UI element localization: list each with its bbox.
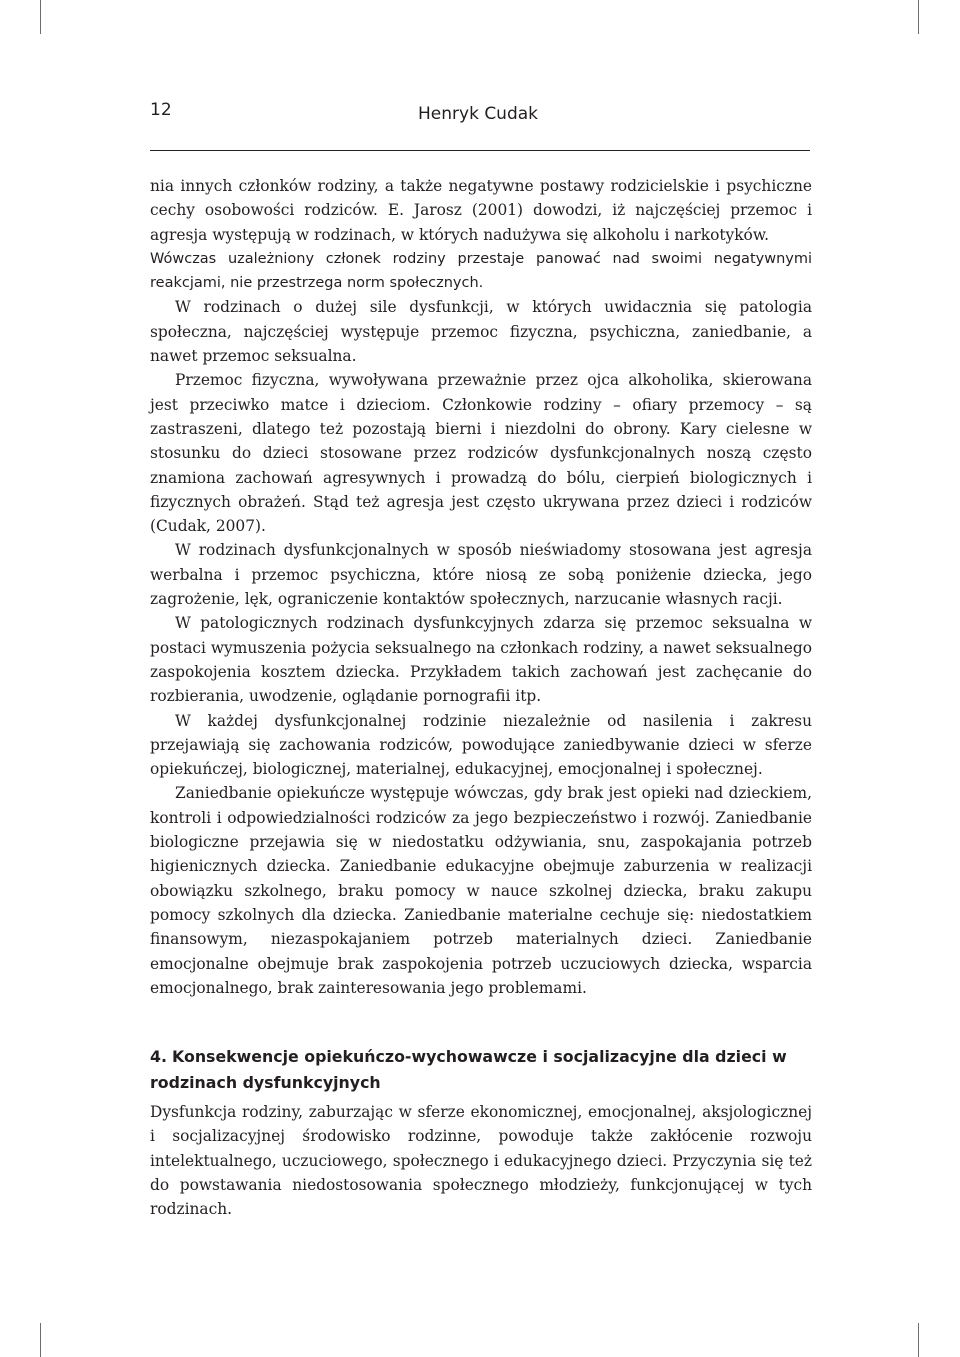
paragraph-dysfunction-strength: W rodzinach o dużej sile dysfunkcji, w których uwidacznia się patologia społeczna, najczęściej występuje przemoc fizyczna, psychiczna, zaniedbanie, a nawet przemoc seksualna. [150, 298, 812, 366]
crop-mark-top-left [40, 0, 41, 34]
paragraph-physical-violence: Przemoc fizyczna, wywoływana przeważnie przez ojca alkoholika, skierowana jest przeciwko matce i dzieciom. Członkowie rodziny – ofiary przemocy – są zastraszeni, dlatego też pozostają bierni i niezdolni do obrony. Kary cielesne w stosunku do dzieci stosowane przez rodziców dysfunkcjonalnych noszą często znamiona zachowań agresywnych i prowadzą do bólu, cierpień biologicznych i fizycznych obrażeń. Stąd też agresja jest często ukrywana przez dzieci i rodziców (Cudak, 2007). [150, 371, 812, 536]
page-number: 12 [150, 100, 172, 120]
paragraph-neglect-spheres: W każdej dysfunkcjonalnej rodzinie niezależnie od nasilenia i zakresu przejawiają się zachowania rodziców, powodujące zaniedbywanie dzieci w sferze opiekuńczej, biologicznej, materialnej, edukacyjnej, emocjonalnej i społecznej. [150, 711, 812, 779]
paragraph-neglect-types: Zaniedbanie opiekuńcze występuje wówczas, gdy brak jest opieki nad dzieckiem, kontroli i odpowiedzialności rodziców za jego bezpieczeństwo i rozwój. Zaniedbanie biologiczne przejawia się w niedostatku odżywiania, snu, zaspokajania potrzeb higienicznych dziecka. Zaniedbanie edukacyjne obejmuje zaburzenia w realizacji obowiązku szkolnego, braku pomocy w nauce szkolnej dziecka, braku zakupu pomocy szkolnych dla dziecka. Zaniedbanie materialne cechuje się: niedostatkiem finansowym, niezaspokajaniem potrzeb materialnych dzieci. Zaniedbanie emocjonalne obejmuje brak zaspokojenia potrzeb uczuciowych dziecka, wsparcia emocjonalnego, brak zainteresowania jego problemami. [150, 784, 812, 997]
section-number: 4. [150, 1047, 167, 1066]
paragraph-section-intro: Dysfunkcja rodziny, zaburzając w sferze ekonomicznej, emocjonalnej, aksjologicznej i socjalizacyjnej środowisko rodzinne, powoduje także zakłócenie rozwoju intelektualnego, uczuciowego, społecznego i edukacyjnego dzieci. Przyczynia się też do powstawania niedostosowania społecznego młodzieży, funkcjonującej w tych rodzinach. [150, 1103, 812, 1219]
paragraph-addicted-member: Wówczas uzależniony członek rodziny przestaje panować nad swoimi negatywnymi reakcjami, nie przestrzega norm społecznych. [150, 250, 812, 292]
header-rule [150, 150, 810, 151]
crop-mark-bottom-left [40, 1323, 41, 1357]
paragraph-psychological-violence: W rodzinach dysfunkcjonalnych w sposób nieświadomy stosowana jest agresja werbalna i przemoc psychiczna, które niosą ze sobą poniżenie dziecka, jego zagrożenie, lęk, ograniczenie kontaktów społecznych, narzucanie własnych racji. [150, 541, 812, 609]
running-head-author: Henryk Cudak [418, 104, 539, 124]
section-title: Konsekwencje opiekuńczo-wychowawcze i socjalizacyjne dla dzieci w rodzinach dysfunkcyjnych [150, 1047, 787, 1092]
section-body-text [150, 1100, 812, 1221]
section-heading [150, 1044, 810, 1096]
body-text [150, 174, 812, 1000]
crop-mark-bottom-right [918, 1323, 919, 1357]
crop-mark-top-right [918, 0, 919, 34]
paragraph-sexual-violence: W patologicznych rodzinach dysfunkcyjnych zdarza się przemoc seksualna w postaci wymuszenia pożycia seksualnego na członkach rodziny, a nawet seksualnego zaspokojenia kosztem dziecka. Przykładem takich zachowań jest zachęcanie do rozbierania, uwodzenie, oglądanie pornografii itp. [150, 614, 812, 706]
paragraph-continuation: nia innych członków rodziny, a także negatywne postawy rodzicielskie i psychiczne cechy osobowości rodziców. E. Jarosz (2001) dowodzi, iż najczęściej przemoc i agresja występują w rodzinach, w których nadużywa się alkoholu i narkotyków. [150, 177, 812, 244]
